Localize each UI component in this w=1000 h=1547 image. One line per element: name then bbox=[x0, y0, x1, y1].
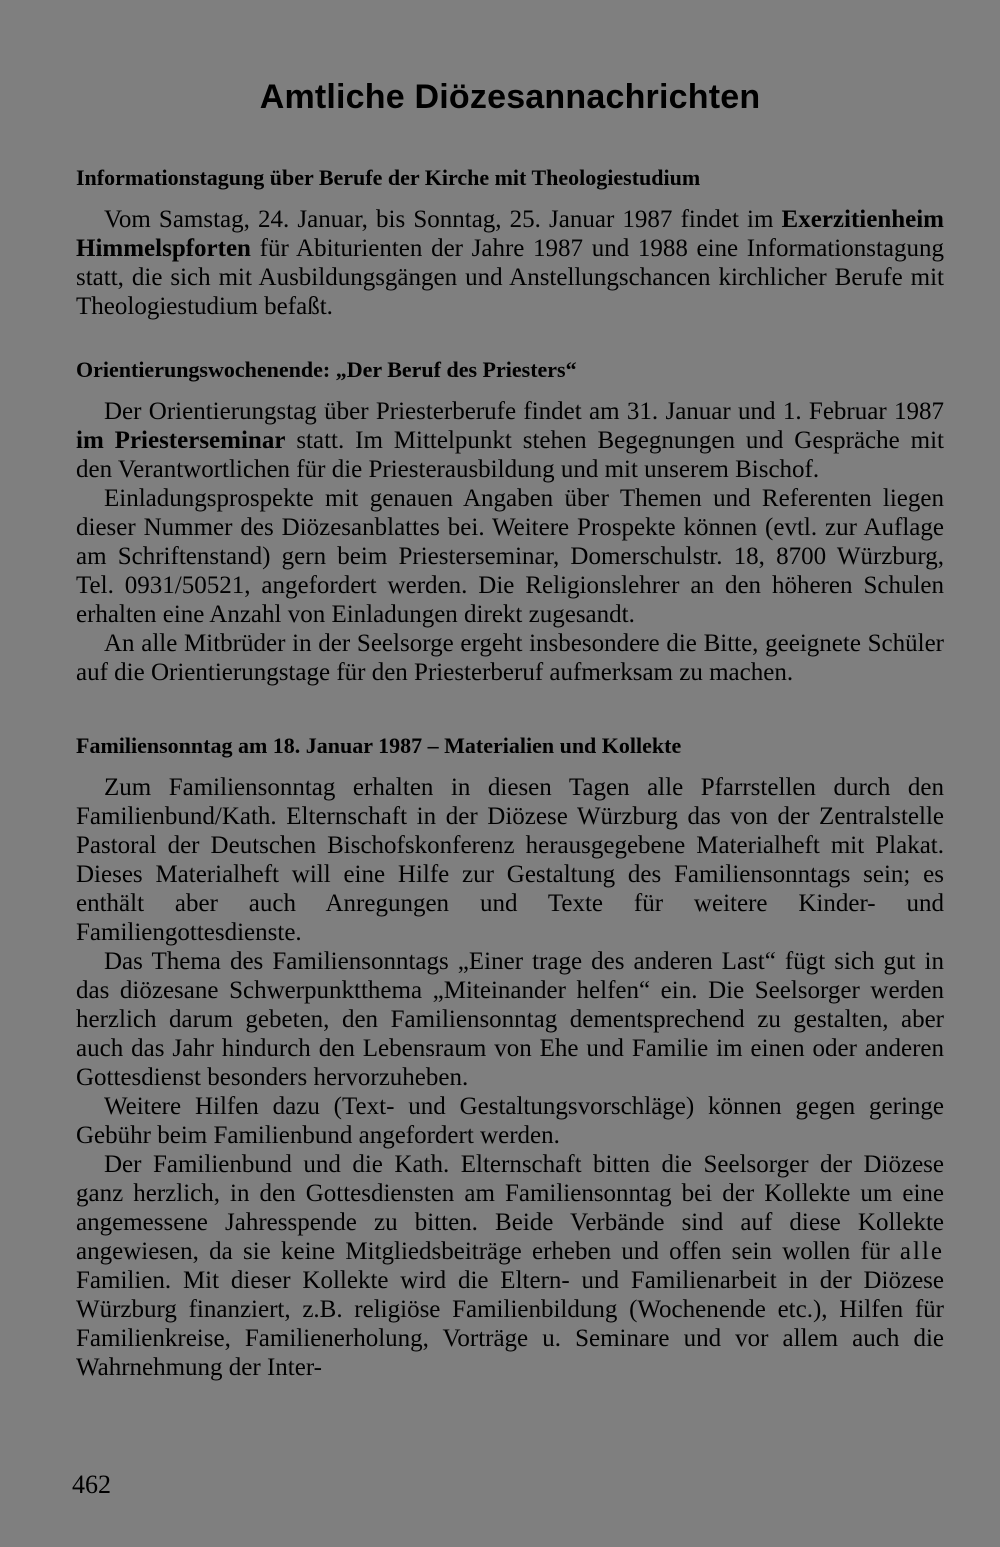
paragraph: Einladungsprospekte mit genauen Angaben über Themen und Referenten liegen dieser Nummer des Diözesanblattes bei. Weitere Prospekte können (evtl. zur Auflage am Schriftenstand) gern beim Priesterseminar, Domerschulstr. 18, 8700 Würzburg, Tel. 0931/50521, angefordert werden. Die Religionslehrer an den höheren Schulen erhalten eine Anzahl von Einladungen direkt zugesandt. bbox=[76, 485, 944, 628]
text-run: Familien. Mit dieser Kollekte wird die Eltern- und Familienarbeit in der Diözese Würzburg finanziert, z.B. religiöse Familienbildung (Wochenende etc.), Hilfen für Familienkreise, Familienerholung, Vorträge u. Seminare und vor allem auch die Wahrnehmung der Inter- bbox=[76, 1267, 944, 1381]
text-run: Der Familienbund und die Kath. Elternschaft bitten die Seelsorger der Diözese ganz herzlich, in den Gottesdiensten am Familiensonntag bei der Kollekte um eine angemessene Jahresspende zu bitten. Beide Verbände sind auf diese Kollekte angewiesen, da sie keine Mitgliedsbeiträge erheben und offen sein wollen für bbox=[76, 1151, 944, 1265]
text-run: Vom Samstag, 24. Januar, bis Sonntag, 25. Januar 1987 findet im bbox=[104, 206, 782, 233]
page-number: 462 bbox=[72, 1470, 111, 1499]
paragraph: Das Thema des Familiensonntags „Einer trage des anderen Last“ fügt sich gut in das diözesane Schwerpunktthema „Miteinander helfen“ ein. Die Seelsorger werden herzlich darum gebeten, den Familiensonntag dementsprechend zu gestalten, aber auch das Jahr hindurch den Lebensraum von Ehe und Familie im einen oder anderen Gottesdienst besonders hervorzuheben. bbox=[76, 948, 944, 1091]
section-heading: Orientierungswochenende: „Der Beruf des Priesters“ bbox=[76, 357, 577, 382]
paragraph bbox=[76, 205, 944, 321]
paragraph: Weitere Hilfen dazu (Text- und Gestaltungsvorschläge) können gegen geringe Gebühr beim Familienbund angefordert werden. bbox=[76, 1093, 944, 1149]
text-run: Der Orientierungstag über Priesterberufe findet am 31. Januar und 1. Februar 1987 bbox=[104, 398, 944, 425]
section-orientierungswochenende bbox=[76, 355, 944, 687]
section-heading: Informationstagung über Berufe der Kirche mit Theologiestudium bbox=[76, 165, 701, 190]
paragraph: Zum Familiensonntag erhalten in diesen Tagen alle Pfarrstellen durch den Familienbund/Kath. Elternschaft in der Diözese Würzburg das von der Zentralstelle Pastoral der Deutschen Bischofskonferenz herausgegebene Materialheft mit Plakat. Dieses Materialheft will eine Hilfe zur Gestaltung des Familiensonntags sein; es enthält aber auch Anregungen und Texte für weitere Kinder- und Familiengottesdienste. bbox=[76, 774, 944, 946]
section-heading: Familiensonntag am 18. Januar 1987 – Materialien und Kollekte bbox=[76, 733, 682, 758]
paragraph bbox=[76, 397, 944, 484]
bold-text-run: im Priesterseminar bbox=[76, 427, 286, 454]
section-familiensonntag bbox=[76, 731, 944, 1382]
section-informationstagung bbox=[76, 163, 944, 321]
spaced-text-run: alle bbox=[899, 1238, 944, 1265]
paragraph: An alle Mitbrüder in der Seelsorge ergeht insbesondere die Bitte, geeignete Schüler auf die Orientierungstage für den Priesterberuf aufmerksam zu machen. bbox=[76, 630, 944, 686]
text-run: für Abiturienten der Jahre 1987 und 1988 eine Informationstagung statt, die sich mit Ausbildungsgängen und Anstellungschancen kirchlicher Berufe mit Theologiestudium befaßt. bbox=[76, 235, 944, 320]
document-page bbox=[76, 78, 944, 1416]
bold-text-run: Exerzitienheim Himmelspforten bbox=[76, 206, 944, 262]
page-title: Amtliche Diözesannachrichten bbox=[259, 78, 761, 116]
paragraph bbox=[76, 1150, 944, 1382]
text-run: statt. Im Mittelpunkt stehen Begegnungen und Gespräche mit den Verantwortlichen für die Priesterausbildung und mit unserem Bischof. bbox=[76, 427, 944, 483]
